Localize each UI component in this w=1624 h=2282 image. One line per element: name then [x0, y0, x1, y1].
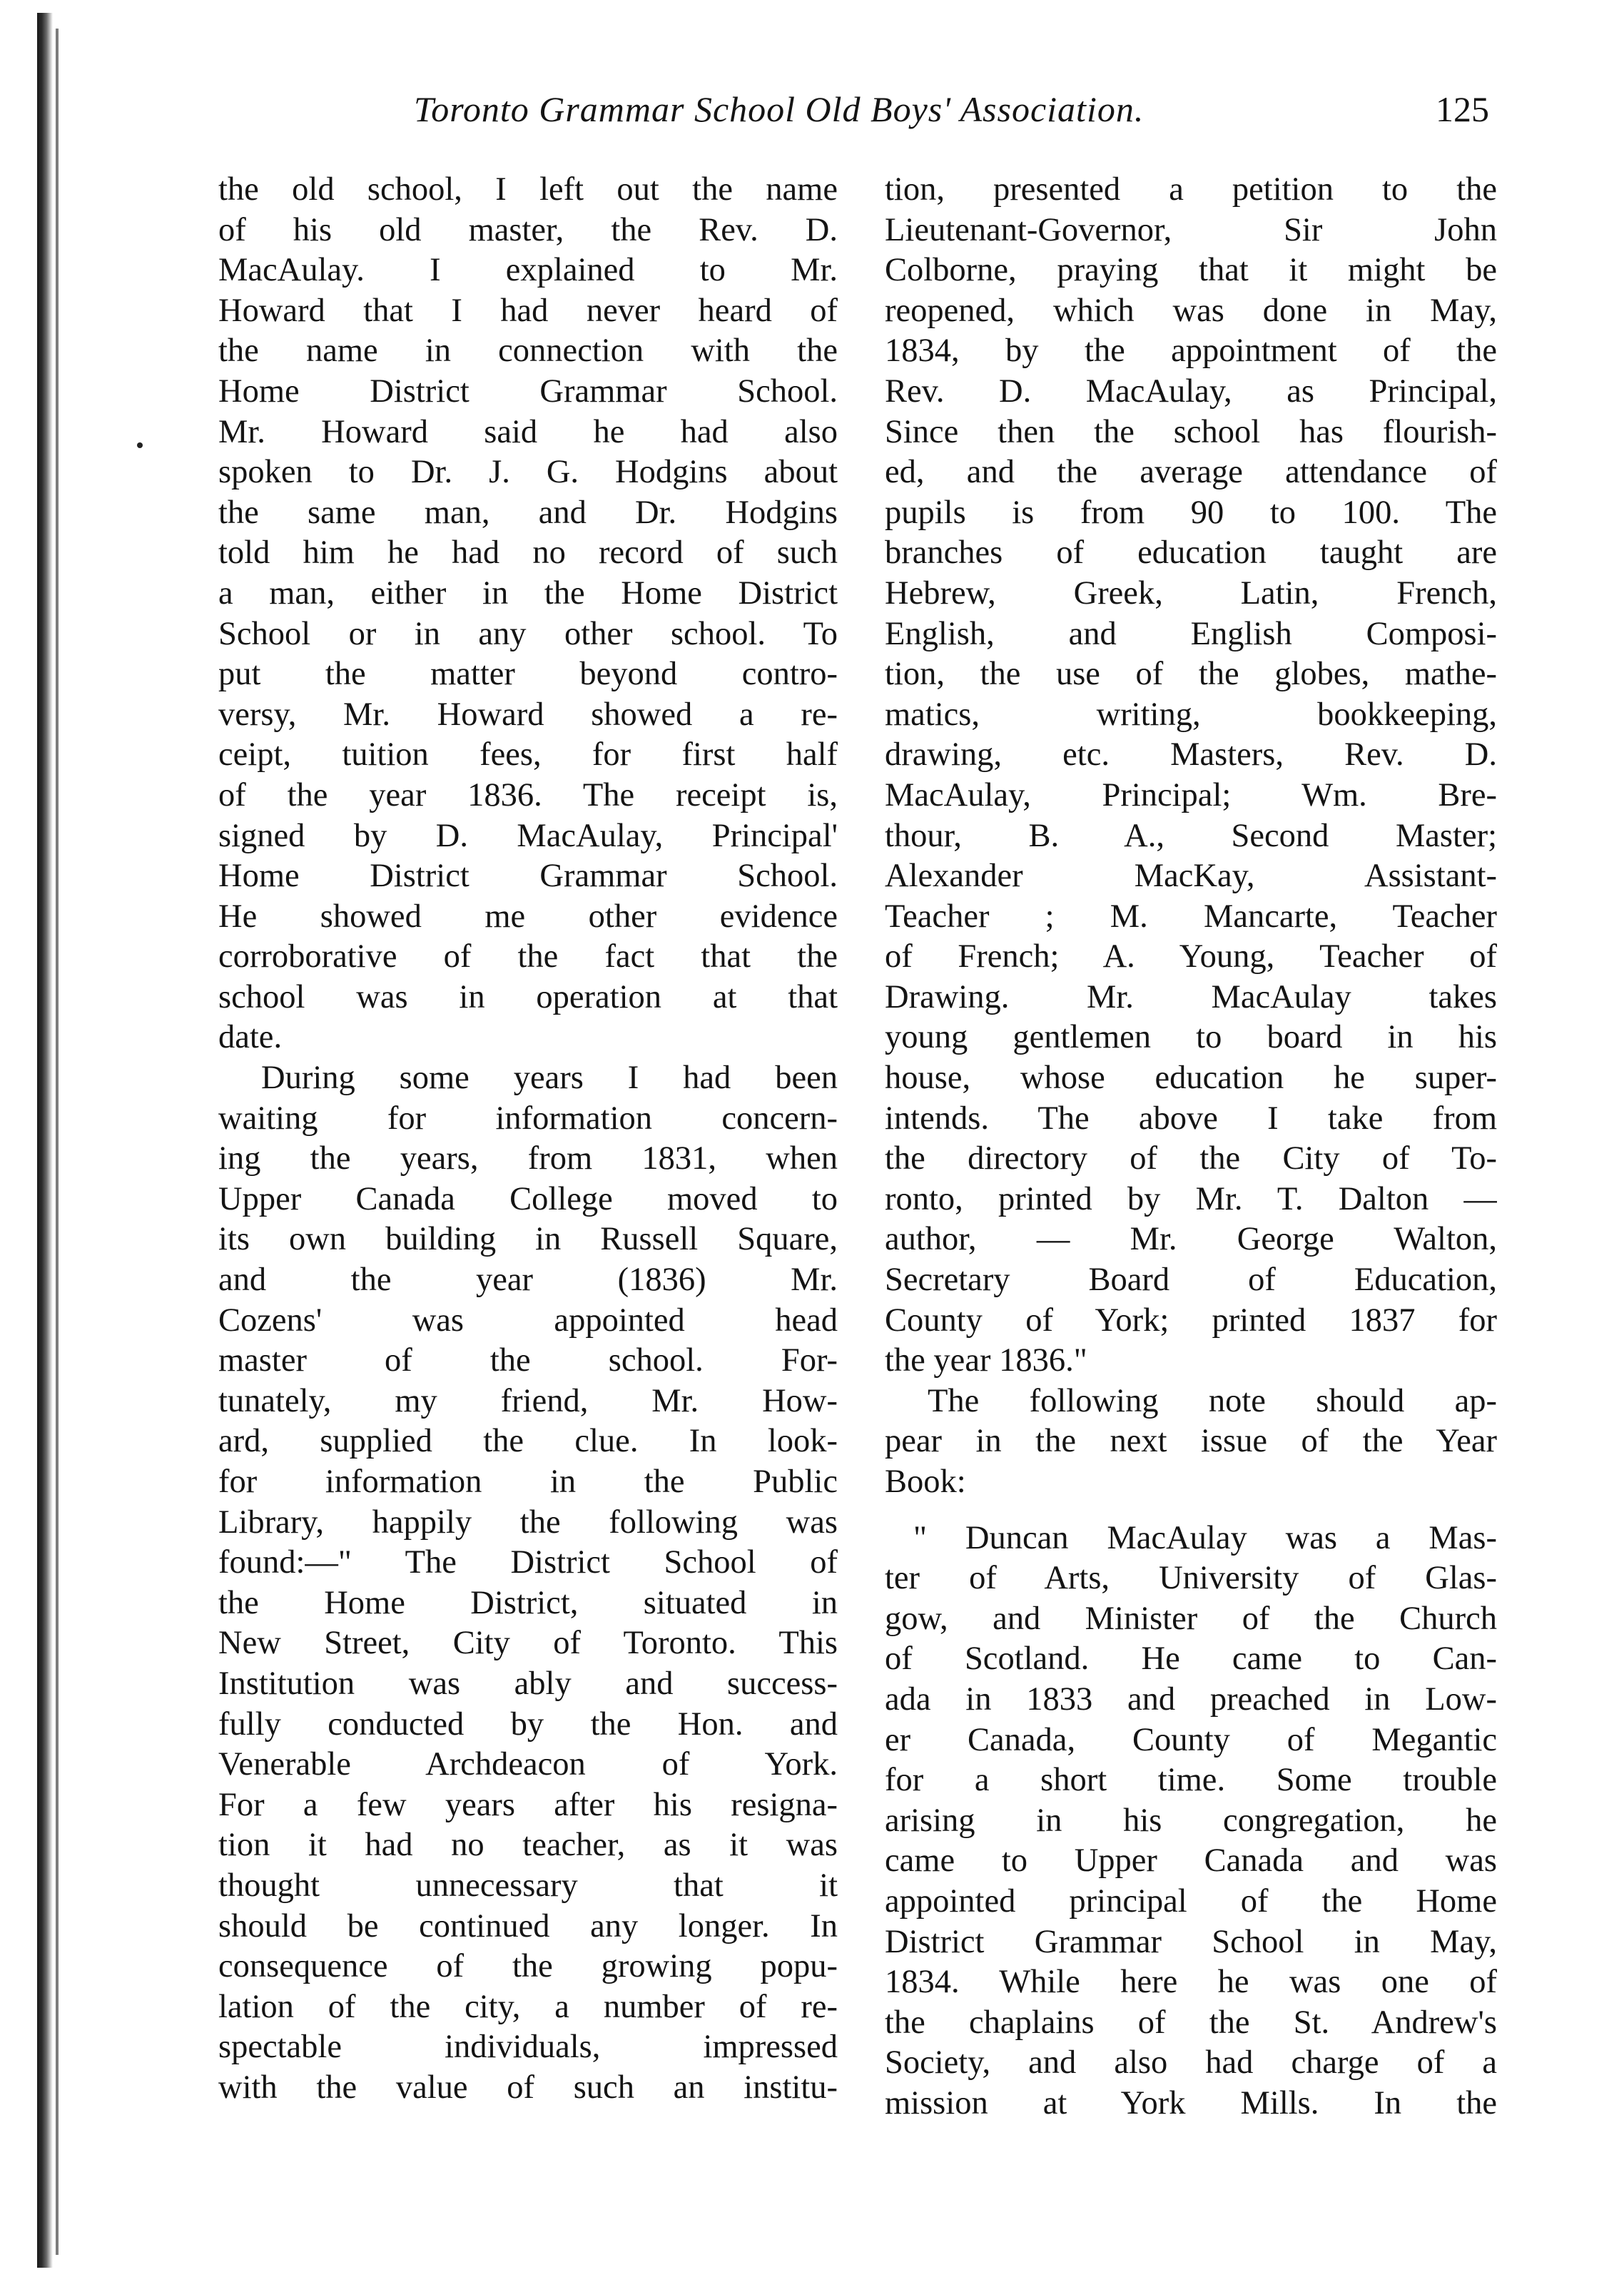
text-line: Institution was ably and success- — [218, 1665, 838, 1702]
text-line: tunately, my friend, Mr. How- — [218, 1382, 838, 1419]
text-line: spoken to Dr. J. G. Hodgins about — [218, 454, 838, 491]
text-line: Mr. Howard said he had also — [218, 413, 838, 450]
text-line: school was in operation at that — [218, 978, 838, 1015]
text-line: 1834. While here he was one of — [885, 1964, 1497, 2001]
text-line: Lieutenant-Governor, Sir John — [885, 211, 1497, 248]
text-line: intends. The above I take from — [885, 1100, 1497, 1137]
running-head-title: Toronto Grammar School Old Boys' Association. — [414, 89, 1145, 129]
text-line: English, and English Composi- — [885, 615, 1497, 652]
text-line: Teacher ; M. Mancarte, Teacher — [885, 898, 1497, 935]
text-line: the old school, I left out the name — [218, 171, 838, 208]
text-line: Howard that I had never heard of — [218, 292, 838, 329]
page-binding-shadow — [56, 29, 59, 2255]
page-binding-edge — [37, 13, 53, 2268]
text-line: tion, the use of the globes, mathe- — [885, 656, 1497, 693]
text-line: its own building in Russell Square, — [218, 1221, 838, 1258]
text-line: County of York; printed 1837 for — [885, 1302, 1497, 1339]
text-line: came to Upper Canada and was — [885, 1842, 1497, 1880]
text-line: found:—" The District School of — [218, 1544, 838, 1581]
text-line: young gentlemen to board in his — [885, 1019, 1497, 1056]
text-line: the chaplains of the St. Andrew's — [885, 2004, 1497, 2041]
text-line: for information in the Public — [218, 1464, 838, 1500]
text-line: of his old master, the Rev. D. — [218, 211, 838, 248]
text-line: master of the school. For- — [218, 1342, 838, 1379]
paragraph-start-line: During some years I had been — [261, 1060, 838, 1097]
text-line: reopened, which was done in May, — [885, 292, 1497, 329]
text-line: fully conducted by the Hon. and — [218, 1705, 838, 1743]
text-line: Cozens' was appointed head — [218, 1302, 838, 1339]
text-line: appointed principal of the Home — [885, 1882, 1497, 1920]
text-line: Library, happily the following was — [218, 1503, 838, 1541]
text-line: told him he had no record of such — [218, 534, 838, 572]
text-line: Alexander MacKay, Assistant- — [885, 858, 1497, 895]
text-line: pear in the next issue of the Year — [885, 1423, 1497, 1460]
text-line: spectable individuals, impressed — [218, 2029, 838, 2066]
text-line: the name in connection with the — [218, 333, 838, 370]
text-line: for a short time. Some trouble — [885, 1762, 1497, 1799]
text-line: of French; A. Young, Teacher of — [885, 938, 1497, 975]
text-line: branches of education taught are — [885, 534, 1497, 572]
text-line: Venerable Archdeacon of York. — [218, 1746, 838, 1783]
text-line: MacAulay, Principal; Wm. Bre- — [885, 776, 1497, 813]
text-line: author, — Mr. George Walton, — [885, 1221, 1497, 1258]
text-line: house, whose education he super- — [885, 1060, 1497, 1097]
text-line: Rev. D. MacAulay, as Principal, — [885, 372, 1497, 410]
text-line: Book: — [885, 1464, 966, 1500]
text-line: corroborative of the fact that the — [218, 938, 838, 975]
text-line: ceipt, tuition fees, for first half — [218, 736, 838, 774]
text-line: ter of Arts, University of Glas- — [885, 1560, 1497, 1597]
page-number: 125 — [1436, 89, 1489, 129]
text-line: and the year (1836) Mr. — [218, 1262, 838, 1299]
text-line: the year 1836." — [885, 1342, 1087, 1379]
text-line: Since then the school has flourish- — [885, 413, 1497, 450]
text-line: of the year 1836. The receipt is, — [218, 776, 838, 813]
text-line: the Home District, situated in — [218, 1584, 838, 1621]
text-line: matics, writing, bookkeeping, — [885, 696, 1497, 733]
text-line: ard, supplied the clue. In look- — [218, 1423, 838, 1460]
text-line: Home District Grammar School. — [218, 858, 838, 895]
right-column — [885, 170, 1497, 2124]
text-line: lation of the city, a number of re- — [218, 1988, 838, 2025]
text-line: Secretary Board of Education, — [885, 1262, 1497, 1299]
text-line: of Scotland. He came to Can- — [885, 1640, 1497, 1678]
text-line: versy, Mr. Howard showed a re- — [218, 696, 838, 733]
text-line: arising in his congregation, he — [885, 1802, 1497, 1839]
text-line: tion it had no teacher, as it was — [218, 1827, 838, 1864]
text-line: He showed me other evidence — [218, 898, 838, 935]
text-line: thought unnecessary that it — [218, 1867, 838, 1904]
text-line: gow, and Minister of the Church — [885, 1600, 1497, 1637]
text-line: Home District Grammar School. — [218, 372, 838, 410]
text-line: 1834, by the appointment of the — [885, 333, 1497, 370]
text-line: ronto, printed by Mr. T. Dalton — — [885, 1180, 1497, 1217]
text-line: er Canada, County of Megantic — [885, 1721, 1497, 1758]
text-line: waiting for information concern- — [218, 1100, 838, 1137]
text-line: the same man, and Dr. Hodgins — [218, 494, 838, 531]
text-line: the directory of the City of To- — [885, 1140, 1497, 1177]
text-line: MacAulay. I explained to Mr. — [218, 252, 838, 289]
text-line: Upper Canada College moved to — [218, 1180, 838, 1217]
text-line: should be continued any longer. In — [218, 1907, 838, 1944]
text-line: ing the years, from 1831, when — [218, 1140, 838, 1177]
text-line: School or in any other school. To — [218, 615, 838, 652]
text-line: Colborne, praying that it might be — [885, 252, 1497, 289]
text-line: tion, presented a petition to the — [885, 171, 1497, 208]
quote-start-line: " Duncan MacAulay was a Mas- — [913, 1519, 1497, 1556]
text-line: consequence of the growing popu- — [218, 1948, 838, 1985]
paragraph-gap — [885, 1503, 1497, 1518]
text-line: District Grammar School in May, — [885, 1923, 1497, 1960]
text-line: pupils is from 90 to 100. The — [885, 494, 1497, 531]
text-line: a man, either in the Home District — [218, 574, 838, 612]
text-line: For a few years after his resigna- — [218, 1786, 838, 1823]
speck-mark — [137, 442, 143, 448]
text-line: Drawing. Mr. MacAulay takes — [885, 978, 1497, 1015]
text-line: Hebrew, Greek, Latin, French, — [885, 574, 1497, 612]
text-line: signed by D. MacAulay, Principal' — [218, 817, 838, 854]
text-line: put the matter beyond contro- — [218, 656, 838, 693]
text-line: ada in 1833 and preached in Low- — [885, 1680, 1497, 1718]
left-column — [218, 170, 838, 2109]
text-line: thour, B. A., Second Master; — [885, 817, 1497, 854]
text-line: mission at York Mills. In the — [885, 2084, 1497, 2121]
paragraph-start-line: The following note should ap- — [928, 1382, 1497, 1419]
text-line: Society, and also had charge of a — [885, 2044, 1497, 2081]
text-line: New Street, City of Toronto. This — [218, 1625, 838, 1662]
text-line: date. — [218, 1019, 283, 1056]
text-line: drawing, etc. Masters, Rev. D. — [885, 736, 1497, 774]
text-line: ed, and the average attendance of — [885, 454, 1497, 491]
text-line: with the value of such an institu- — [218, 2069, 838, 2106]
